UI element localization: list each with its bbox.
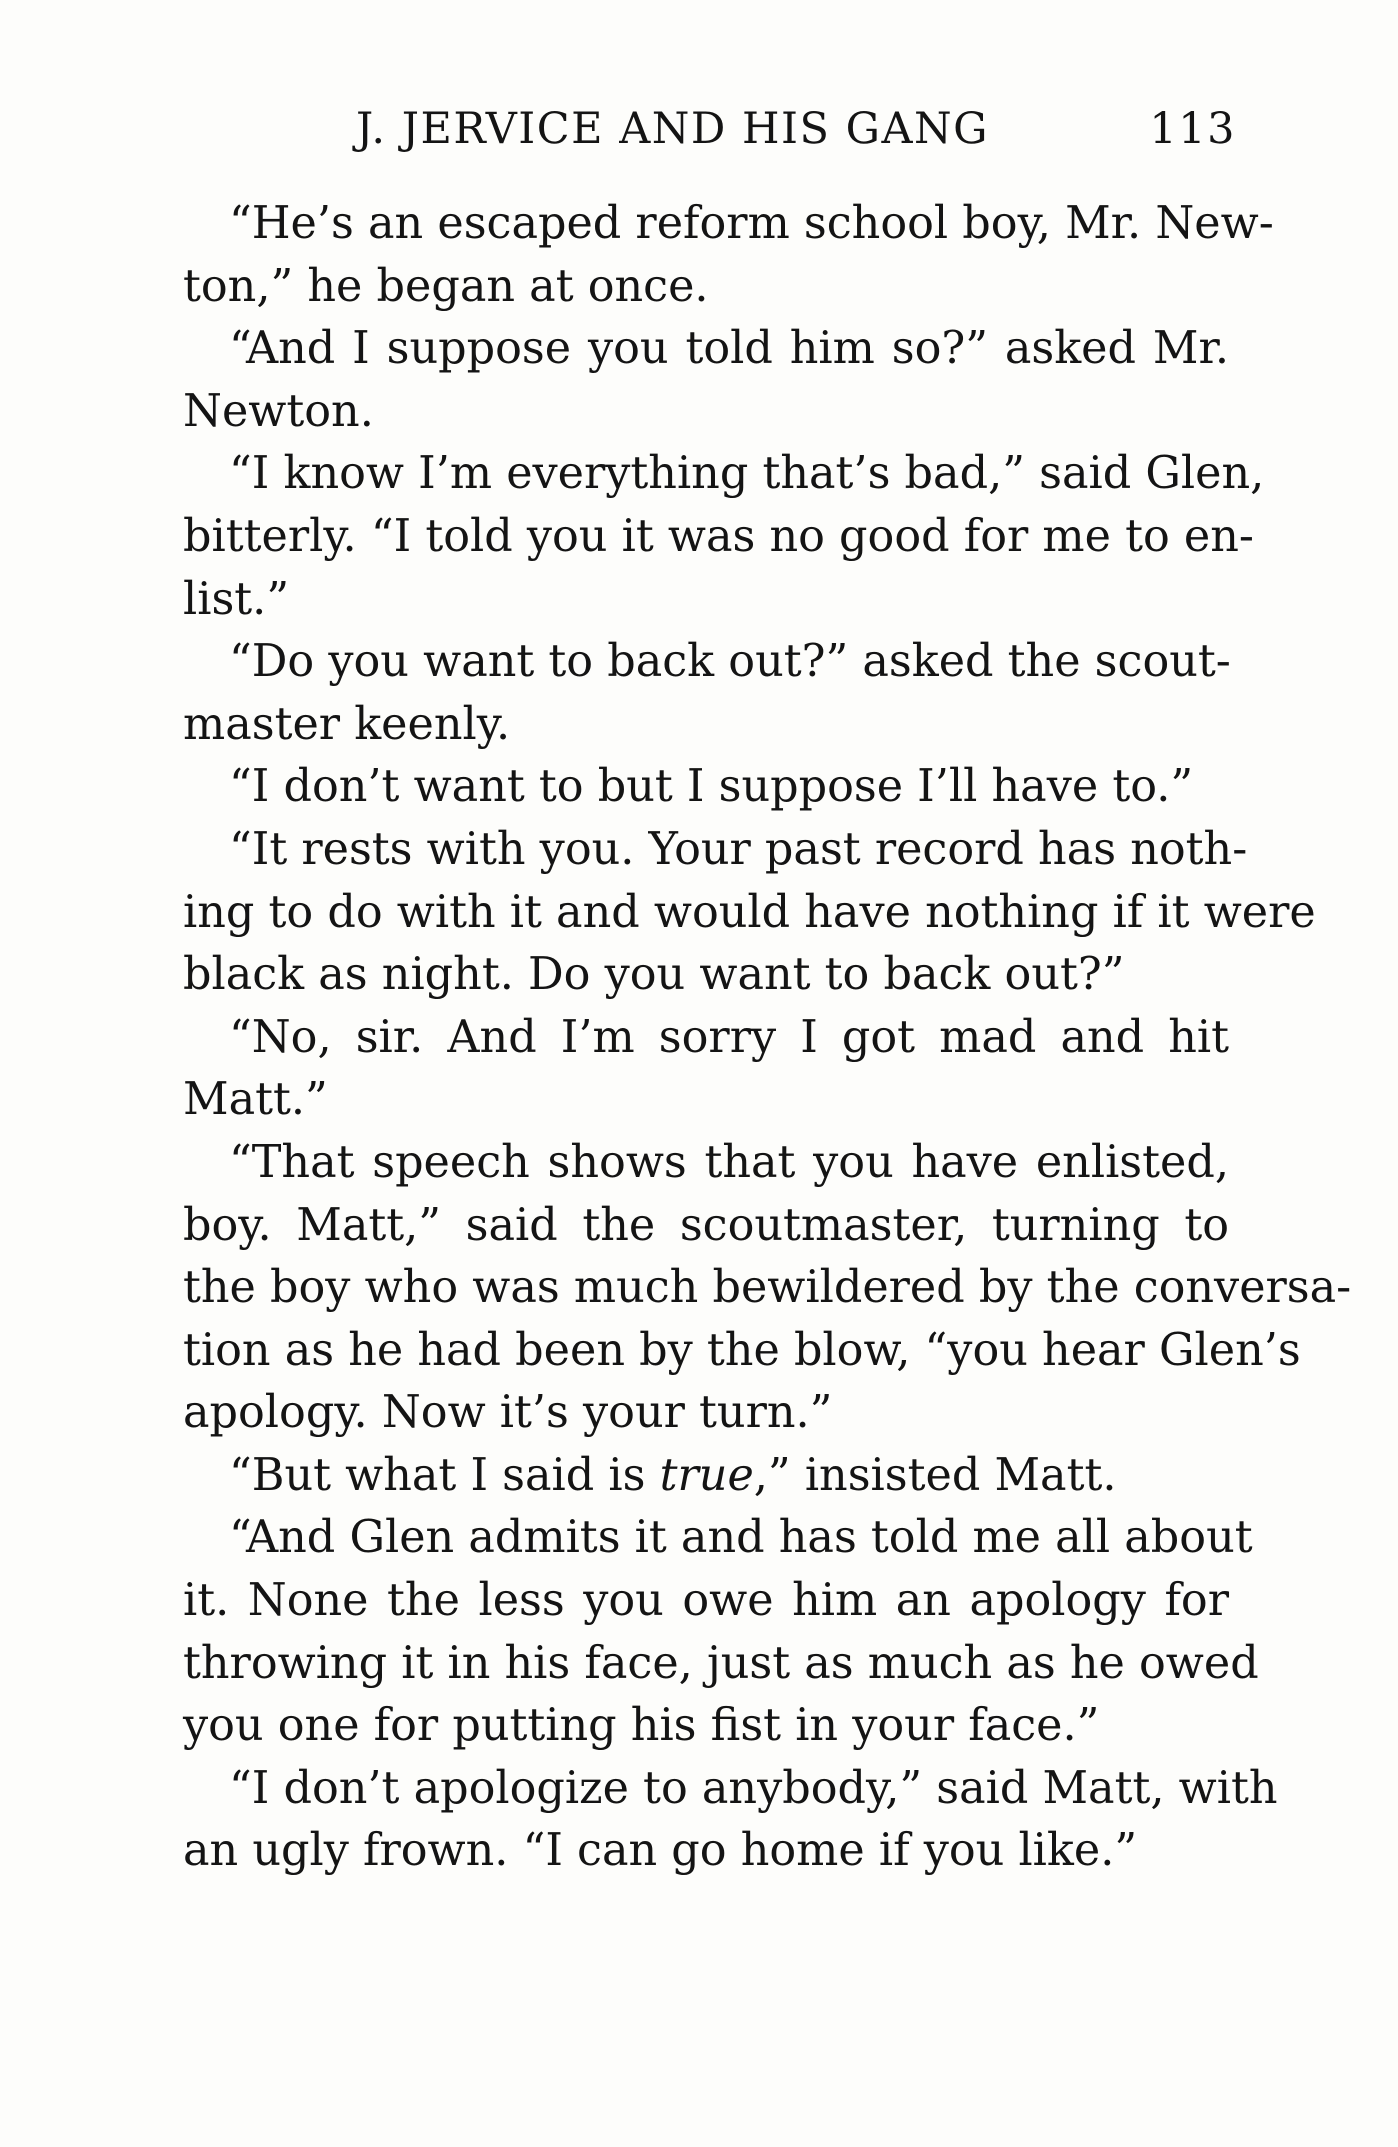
text-line: an ugly frown. “I can go home if you like.” xyxy=(183,1825,1138,1877)
text-line: “And I suppose you told him so?” asked Mr. xyxy=(229,323,1229,375)
text-line: it. None the less you owe him an apology for xyxy=(183,1575,1229,1627)
text-line: “He’s an escaped reform school boy, Mr. New- xyxy=(229,198,1274,249)
text-line: “No, sir. And I’m sorry I got mad and hit xyxy=(229,1011,1229,1063)
text-line: master keenly. xyxy=(183,698,511,750)
text-line: ton,” he began at once. xyxy=(183,260,709,312)
text-line: “Do you want to back out?” asked the scout- xyxy=(229,636,1231,688)
text-line: “I don’t apologize to anybody,” said Matt, with xyxy=(229,1762,1278,1814)
text-line: “I know I’m everything that’s bad,” said Glen, xyxy=(229,448,1265,500)
text-line: bitterly. “I told you it was no good for me to en- xyxy=(183,510,1254,562)
text-line: apology. Now it’s your turn.” xyxy=(183,1387,833,1439)
page-number: 113 xyxy=(1149,104,1236,154)
text-line-italic xyxy=(183,1445,1229,1508)
text-line: “It rests with you. Your past record has noth- xyxy=(229,823,1248,875)
text-run: ,” insisted Matt. xyxy=(753,1449,1117,1501)
italic-word: true xyxy=(659,1449,754,1501)
text-line: Matt.” xyxy=(183,1074,328,1126)
text-line: the boy who was much bewildered by the conversa- xyxy=(183,1262,1352,1314)
running-header xyxy=(356,104,1236,164)
text-line: Newton. xyxy=(183,385,374,437)
text-line: boy. Matt,” said the scoutmaster, turning to xyxy=(183,1199,1229,1251)
text-line: tion as he had been by the blow, “you hear Glen’s xyxy=(183,1324,1301,1376)
text-line: “I don’t want to but I suppose I’ll have to.” xyxy=(229,761,1194,813)
text-line: “And Glen admits it and has told me all about xyxy=(229,1512,1253,1564)
text-line: “That speech shows that you have enlisted, xyxy=(229,1136,1229,1188)
running-title: J. JERVICE AND HIS GANG xyxy=(356,104,990,154)
text-run: “But what I said is xyxy=(229,1449,660,1501)
text-line: list.” xyxy=(183,573,290,625)
text-line: you one for putting his fist in your face.” xyxy=(183,1700,1100,1752)
text-line: black as night. Do you want to back out?” xyxy=(183,949,1125,1001)
text-line: throwing it in his face, just as much as he owed xyxy=(183,1637,1259,1689)
body-text xyxy=(183,193,1352,1883)
text-line: ing to do with it and would have nothing if it were xyxy=(183,886,1316,938)
